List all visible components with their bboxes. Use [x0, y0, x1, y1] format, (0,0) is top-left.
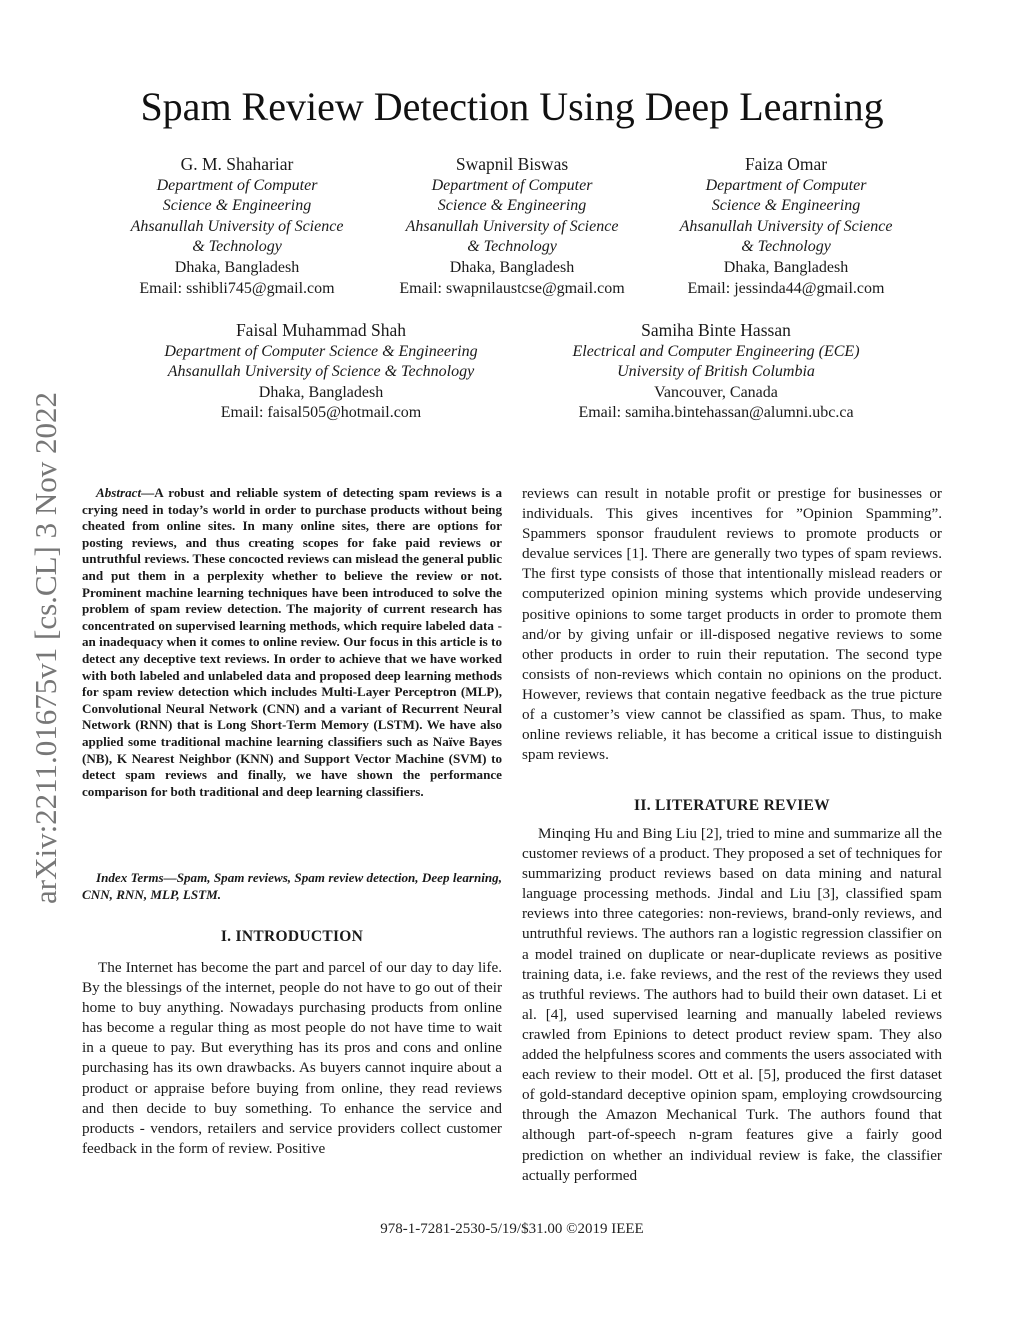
author-univ-line1: Ahsanullah University of Science: [679, 217, 893, 235]
author-name: Samiha Binte Hassan: [641, 320, 791, 340]
author-univ-line2: & Technology: [467, 238, 557, 256]
author-univ-line2: & Technology: [741, 238, 831, 256]
paper-title: Spam Review Detection Using Deep Learning: [140, 84, 884, 129]
author-location: Dhaka, Bangladesh: [723, 258, 849, 276]
author-email: Email: samiha.bintehassan@alumni.ubc.ca: [578, 404, 854, 422]
author-name: Faisal Muhammad Shah: [235, 320, 407, 340]
author-dept-line1: Department of Computer: [705, 176, 867, 194]
author-dept-line1: Department of Computer: [431, 176, 593, 194]
author-location: Dhaka, Bangladesh: [258, 383, 384, 401]
author-dept: Department of Computer Science & Engineering: [164, 342, 478, 360]
section-heading-literature-review: II. LITERATURE REVIEW: [634, 797, 830, 814]
author-univ-line1: Ahsanullah University of Science: [405, 217, 619, 235]
author-name: Swapnil Biswas: [455, 154, 569, 174]
section-heading-introduction: I. INTRODUCTION: [220, 928, 364, 945]
author-location: Dhaka, Bangladesh: [174, 258, 300, 276]
author-email: Email: sshibli745@gmail.com: [139, 279, 335, 297]
copyright-footer: 978-1-7281-2530-5/19/$31.00 ©2019 IEEE: [380, 1221, 644, 1237]
author-block-5: [548, 320, 884, 424]
author-block-4: [138, 320, 504, 424]
author-block-3: [660, 154, 912, 299]
abstract-label: Abstract: [96, 485, 142, 500]
author-dept-line2: Science & Engineering: [437, 197, 587, 215]
author-univ-line1: Ahsanullah University of Science: [130, 217, 344, 235]
author-block-2: [386, 154, 638, 299]
author-univ-line2: & Technology: [192, 238, 282, 256]
author-dept-line1: Department of Computer: [156, 176, 318, 194]
literature-review-paragraph: Minqing Hu and Bing Liu [2], tried to mine and summarize all the customer reviews of a product. They proposed a set of techniques for summarizing product reviews based on data mining and natural language processing methods. Jindal and Liu [3], classified spam reviews into three categories: non-reviews, brand-only reviews, and untruthful reviews. The authors ran a logistic regression classifier on a model trained on duplicate or near-duplicate reviews as positive training data, i.e. fake reviews, and the rest of the reviews they used as truthful reviews. The authors had to build their own dataset. Li et al. [4], used supervised learning and manually labeled reviews crawled from Epinions to detect product review spam. They also added the helpfulness scores and comments the users associated with each review to their model. Ott et al. [5], produced the first dataset of gold-standard deceptive opinion spam, employing crowdsourcing through the Amazon Mechanical Turk. The authors found that although part-of-speech n-gram features give a fairly good prediction on whether an individual review is fake, the classifier actually performed: [522, 825, 942, 1184]
author-email: Email: swapnilaustcse@gmail.com: [399, 279, 625, 297]
author-email: Email: jessinda44@gmail.com: [687, 279, 885, 297]
introduction-paragraph-continued: reviews can result in notable profit or prestige for businesses or individuals. This gives incentives for ”Opinion Spamming”. Spammers sponsor fraudulent reviews to promote products or devalue services [1]. There are generally two types of spam reviews. The first type consists of those that intentionally mislead readers or computerized opinion mining systems which provide undeserving positive opinions to some target products in order to promote them and/or by giving unfair or ill-disposed negative reviews to some other products in order to ruin their reputation. The second type consists of non-reviews which contain no opinions on the product. However, reviews that contain negative feedback as the true picture of a customer’s view cannot be classified as spam. Thus, to make online reviews reliable, it has become a critical issue to distinguish spam reviews.: [522, 485, 942, 764]
author-block-1: [112, 154, 362, 299]
author-email: Email: faisal505@hotmail.com: [220, 404, 422, 422]
arxiv-side-stamp: arXiv:2211.01675v1 [cs.CL] 3 Nov 2022: [28, 392, 63, 905]
author-location: Vancouver, Canada: [654, 383, 778, 401]
author-name: G. M. Shahariar: [180, 154, 294, 174]
author-dept-line2: Science & Engineering: [162, 197, 312, 215]
author-univ: University of British Columbia: [617, 363, 815, 381]
introduction-paragraph: The Internet has become the part and parcel of our day to day life. By the blessings of the internet, people do not have to go out of their home to buy anything. Nowadays purchasing products from online has become a regular thing as most people do not have time to wait in a queue to pay. But everything has its pros and cons and online purchasing has its own drawbacks. As buyers cannot inquire about a product or appraise before buying from online, they read reviews and then decide to buy something. To enhance the service and products - vendors, retailers and service providers collect customer feedback in the form of review. Positive: [82, 959, 502, 1157]
abstract-text: —A robust and reliable system of detecting spam reviews is a crying need in today’s world in order to purchase products without being cheated from online sites. In many online sites, there are options for posting reviews, and thus creating scopes for fake paid reviews or untruthful reviews. These concocted reviews can mislead the general public and put them in a perplexity whether to believe the review or not. Prominent machine learning techniques have been introduced to solve the problem of spam review detection. The majority of current research has concentrated on supervised learning methods, which require labeled data - an inadequacy when it comes to online review. Our focus in this article is to detect any deceptive text reviews. In order to achieve that we have worked with both labeled and unlabeled data and proposed deep learning methods for spam review detection which includes Multi-Layer Perceptron (MLP), Convolutional Neural Network (CNN) and a variant of Recurrent Neural Network (RNN) that is Long Short-Term Memory (LSTM). We have also applied some traditional machine learning classifiers such as Naïve Bayes (NB), K Nearest Neighbor (KNN) and Support Vector Machine (SVM) to detect spam reviews and finally, we have shown the performance comparison for both traditional and deep learning classifiers.: [82, 485, 502, 799]
author-univ: Ahsanullah University of Science & Technology: [167, 363, 475, 381]
author-dept-line2: Science & Engineering: [711, 197, 861, 215]
author-name: Faiza Omar: [744, 154, 828, 174]
author-dept: Electrical and Computer Engineering (ECE): [572, 342, 860, 360]
index-terms: Index Terms—Spam, Spam reviews, Spam review detection, Deep learning, CNN, RNN, MLP, LSTM.: [82, 870, 502, 902]
abstract: [82, 485, 502, 800]
author-location: Dhaka, Bangladesh: [449, 258, 575, 276]
